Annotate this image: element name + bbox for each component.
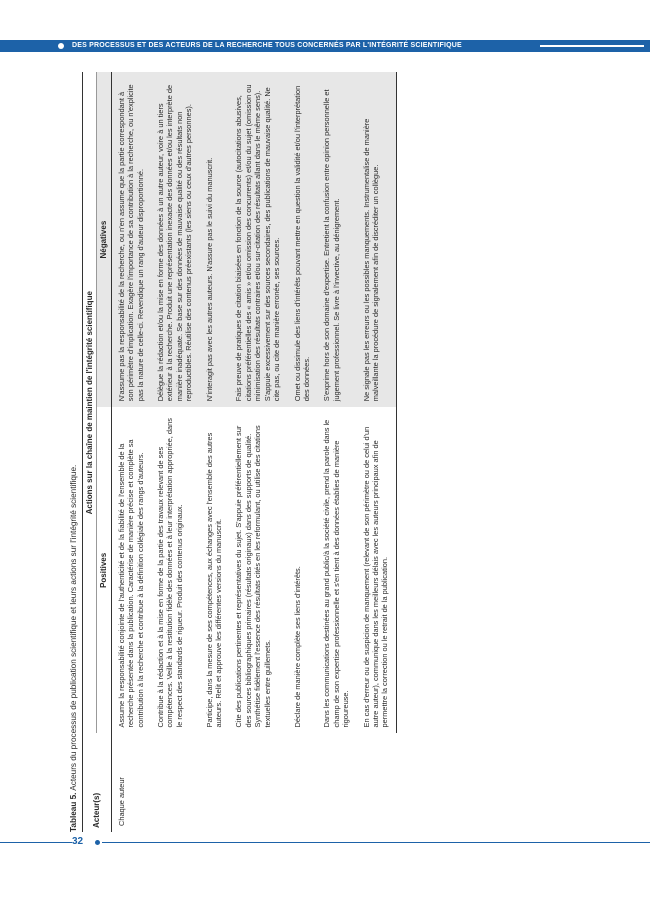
actor-cell: Chaque auteur [111, 733, 396, 832]
caption-label: Tableau 5. [69, 792, 78, 832]
running-header-title: DES PROCESSUS ET DES ACTEURS DE LA RECHERCHE TOUS CONCERNÉS PAR L'INTÉGRITÉ SCIENTIFIQUE [72, 42, 462, 49]
col-header-group: Actions sur la chaîne de maintien de l'intégrité scientifique [83, 72, 97, 733]
positive-cell: Cite des publications pertinentes et représentatives du sujet. S'appuie préférentiellement sur des sources bibliographiques primaires (résultats originaux) dans des supports de qualité. Synthétise fidèlement l'essence des résultats cités en les reformulant, ou utilise des citations textuelles entre guillemets. [229, 407, 287, 733]
table-row [317, 72, 356, 832]
negative-cell: S'exprime hors de son domaine d'expertise. Entretient la confusion entre opinion personnelle et jugement professionnel. Se livre à l'invective, au dénigrement. [317, 72, 356, 407]
col-header-positive: Positives [97, 407, 111, 733]
caption-text: Acteurs du processus de publication scientifique et leurs actions sur l'intégrité scientifique. [69, 464, 78, 793]
table-row [357, 72, 397, 832]
negative-cell: N'interagit pas avec les autres auteurs. N'assure pas le suivi du manuscrit. [200, 72, 230, 407]
col-header-negative: Négatives [97, 72, 111, 407]
rotated-content [68, 72, 598, 832]
table-row [229, 72, 287, 832]
negative-cell: N'assume pas la responsabilité de la recherche, ou n'en assume que la partie correspondant à son périmètre d'implication. Exagère l'importance de sa contribution à la recherche, ou n'explicite pas la nature de celle-ci. Revendique un rang d'auteur disproportionné. [111, 72, 151, 407]
header-band [0, 40, 650, 52]
footer-rule-right [102, 842, 650, 843]
negative-cell: Omet ou dissimule des liens d'intérêts pouvant mettre en question la validité et/ou l'interprétation des données. [288, 72, 318, 407]
col-header-actor: Acteur(s) [83, 733, 112, 832]
header-rule [540, 45, 644, 47]
footer-bullet-icon [95, 840, 100, 845]
footer-rule-left [0, 842, 72, 843]
table-row [151, 72, 200, 832]
positive-cell: Participe, dans la mesure de ses compétences, aux échanges avec l'ensemble des autres auteurs. Relit et approuve les différentes versions du manuscrit. [200, 407, 230, 733]
table-row [111, 72, 151, 832]
table-row [288, 72, 318, 832]
positive-cell: Assume la responsabilité conjointe de l'authenticité et de la fiabilité de l'ensemble de la recherche présentée dans la publication. Caractérise de manière précise et complète sa contribution à la recherche et contribue à la définition collégiale des rangs d'auteurs. [111, 407, 151, 733]
table-row [200, 72, 230, 832]
positive-cell: Contribue à la rédaction et à la mise en forme de la partie des travaux relevant de ses compétences. Veille à la restitution fidèle des données et à leur interprétation appropriée, dans le respect des standards de rigueur. Produit des contenus originaux. [151, 407, 200, 733]
page-number: 32 [72, 836, 84, 847]
negative-cell: Fais preuve de pratiques de citation biaisées en fonction de la source (autocitations abusives, citations préférentielles des « amis » et/ou omission des concurrents) et/ou du sujet (omission ou minimisation des résultats contraires et/ou sur-citation des résultats allant dans le même sens). S'appuie excessivement sur des sources secondaires, des publications de mauvaise qualité. Ne cite pas, ou cite de manière erronée, ses sources. [229, 72, 287, 407]
negative-cell: Ne signale pas les erreurs ou les possibles manquements. Instrumentalise de manière malveillante la procédure de signalement afin de discréditer un collègue. [357, 72, 397, 407]
actions-table [82, 72, 397, 832]
header-bullet-icon [58, 43, 64, 49]
positive-cell: Déclare de manière complète ses liens d'intérêts. [288, 407, 318, 733]
positive-cell: Dans les communications destinées au grand public/à la société civile, prend la parole dans le champ de son expertise professionnelle et s'en tient à des données établies de manière rigoureuse. [317, 407, 356, 733]
positive-cell: En cas d'erreur ou de suspicion de manquement (relevant de son périmètre ou de celui d'un autre auteur), communique dans les meilleurs délais avec les auteurs principaux afin de permettre la correction ou le retrait de la publication. [357, 407, 397, 733]
table-caption [68, 72, 79, 832]
negative-cell: Délègue la rédaction et/ou la mise en forme des données à un autre auteur, voire à un tiers extérieur à la recherche. Produit une représentation inexacte des données et/ou les interprète de manière inadéquate. Se base sur des données de mauvaise qualité ou des résultats non reproductibles. Réutilise des contenus préexistants (les siens ou ceux d'autres personnes). [151, 72, 200, 407]
